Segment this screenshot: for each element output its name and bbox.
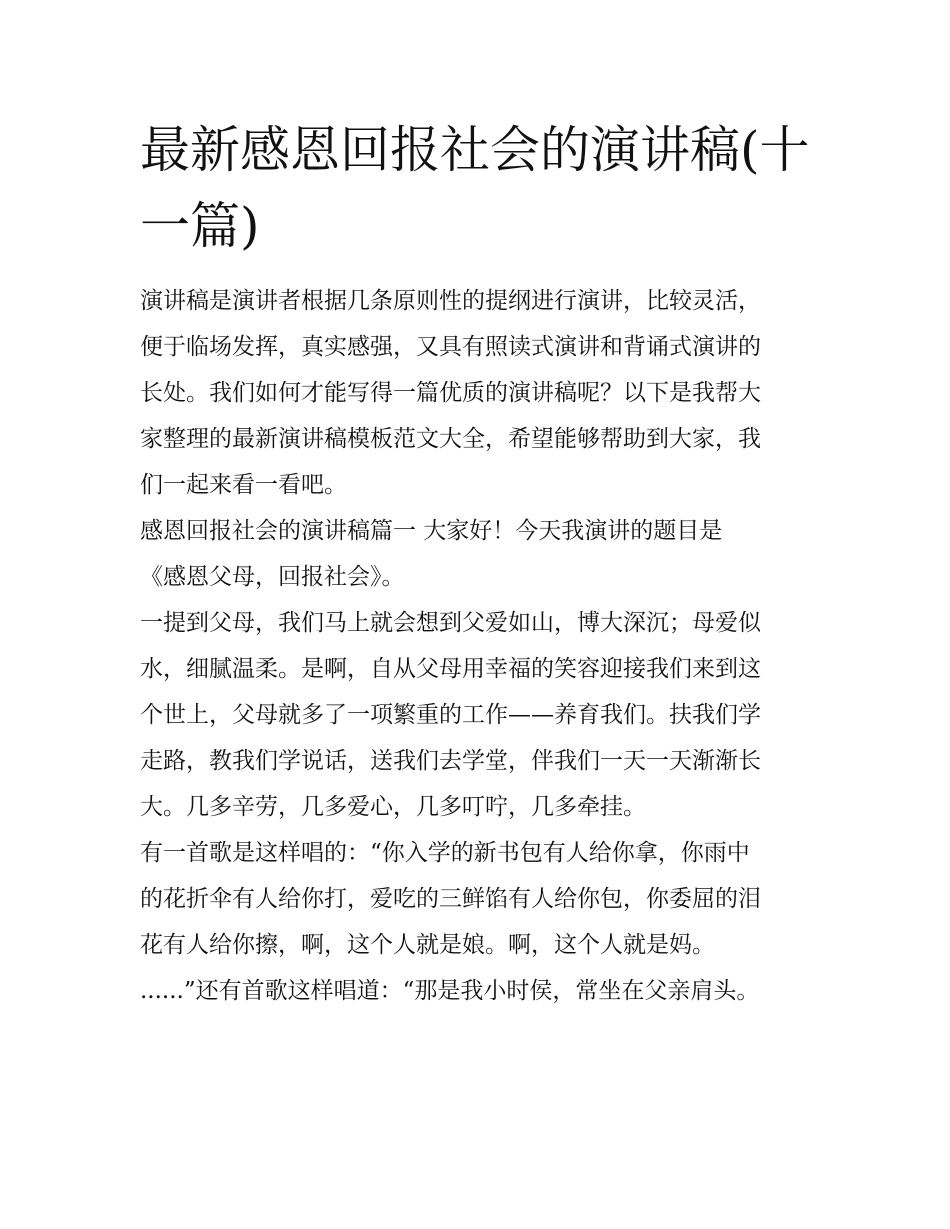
body-line: 演讲稿是演讲者根据几条原则性的提纲进行演讲，比较灵活，	[140, 288, 761, 314]
body-line: 走路，教我们学说话，送我们去学堂，伴我们一天一天渐渐长	[140, 748, 761, 774]
body-line: 长处。我们如何才能写得一篇优质的演讲稿呢？以下是我帮大	[140, 380, 761, 406]
body-line: 感恩回报社会的演讲稿篇一 大家好！今天我演讲的题目是	[140, 518, 723, 544]
body-line: 的花折伞有人给你打，爱吃的三鲜馅有人给你包，你委屈的泪	[140, 886, 761, 912]
body-line: 一提到父母，我们马上就会想到父爱如山，博大深沉；母爱似	[140, 610, 761, 636]
title-line-2: 一篇)	[140, 197, 260, 255]
title-line-1: 最新感恩回报社会的演讲稿(十	[140, 121, 810, 179]
body-line: 大。几多辛劳，几多爱心，几多叮咛，几多牵挂。	[140, 794, 646, 820]
body-line: 有一首歌是这样唱的：“你入学的新书包有人给你拿，你雨中	[140, 840, 750, 866]
body-line: 们一起来看一看吧。	[140, 472, 347, 498]
body-line: 便于临场发挥，真实感强，又具有照读式演讲和背诵式演讲的	[140, 334, 761, 360]
body-line: 水，细腻温柔。是啊，自从父母用幸福的笑容迎接我们来到这	[140, 656, 761, 682]
body-line: ......”还有首歌这样唱道：“那是我小时侯，常坐在父亲肩头。	[140, 978, 760, 1004]
body-line: 《感恩父母，回报社会》。	[140, 564, 405, 590]
document-body	[140, 278, 815, 1014]
body-line: 家整理的最新演讲稿模板范文大全，希望能够帮助到大家，我	[140, 426, 761, 452]
document-title	[140, 112, 820, 264]
body-line: 个世上，父母就多了一项繁重的工作——养育我们。扶我们学	[140, 702, 761, 728]
body-line: 花有人给你擦，啊，这个人就是娘。啊，这个人就是妈。	[140, 932, 715, 958]
